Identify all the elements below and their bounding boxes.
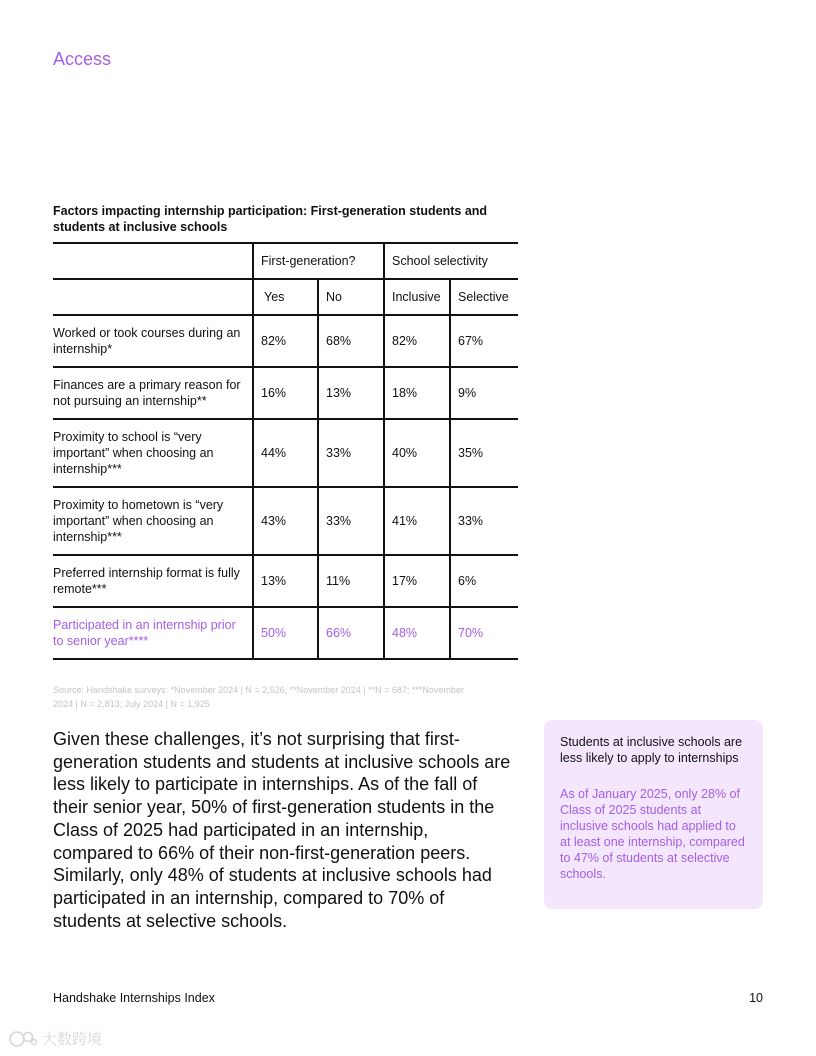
column-header-inclusive: Inclusive bbox=[384, 279, 450, 315]
callout-title: Students at inclusive schools are less likely to apply to internships bbox=[560, 735, 743, 765]
cell-value: 41% bbox=[384, 487, 450, 555]
table-row bbox=[53, 367, 518, 419]
row-label: Proximity to school is “very important” when choosing an internship*** bbox=[53, 430, 214, 476]
row-label: Finances are a primary reason for not pursuing an internship** bbox=[53, 378, 241, 408]
cell-value: 18% bbox=[384, 367, 450, 419]
section-label: Access bbox=[53, 49, 112, 69]
table-corner-cell bbox=[53, 243, 253, 279]
cell-value: 13% bbox=[253, 555, 318, 607]
cell-value: 13% bbox=[318, 367, 384, 419]
cell-value: 16% bbox=[253, 367, 318, 419]
row-label: Worked or took courses during an internship* bbox=[53, 326, 241, 356]
cell-value: 33% bbox=[450, 487, 518, 555]
table-row bbox=[53, 315, 518, 367]
table-row bbox=[53, 555, 518, 607]
watermark-text: 大数跨境 bbox=[42, 1031, 103, 1048]
cell-value: 6% bbox=[450, 555, 518, 607]
table-row bbox=[53, 419, 518, 487]
row-label: Participated in an internship prior to senior year**** bbox=[53, 618, 236, 648]
table-column-header-row bbox=[53, 279, 518, 315]
cell-value: 33% bbox=[318, 419, 384, 487]
group-header-first-generation: First-generation? bbox=[253, 243, 384, 279]
page-number: 10 bbox=[749, 991, 763, 1005]
factors-table bbox=[53, 242, 518, 660]
row-label: Proximity to hometown is “very important” when choosing an internship*** bbox=[53, 498, 224, 544]
cell-value: 17% bbox=[384, 555, 450, 607]
cell-value: 67% bbox=[450, 315, 518, 367]
group-header-school-selectivity: School selectivity bbox=[384, 243, 518, 279]
source-note: Source: Handshake surveys: *November 2024 | N = 2,526; **November 2024 | **N = 687; ***November 2024 | N = 2,813; July 2024 | N = 1,925 bbox=[53, 685, 464, 709]
column-header-selective: Selective bbox=[450, 279, 518, 315]
watermark bbox=[8, 1028, 102, 1049]
cell-value: 40% bbox=[384, 419, 450, 487]
cell-value: 43% bbox=[253, 487, 318, 555]
callout-text: As of January 2025, only 28% of Class of 2025 students at inclusive schools had applied to at least one internship, compared to 47% of students at selective schools. bbox=[560, 787, 745, 881]
table-corner-cell bbox=[53, 279, 253, 315]
callout-box bbox=[544, 720, 763, 909]
cell-value: 33% bbox=[318, 487, 384, 555]
cell-value: 50% bbox=[253, 607, 318, 659]
watermark-logo-icon bbox=[8, 1030, 38, 1048]
cell-value: 35% bbox=[450, 419, 518, 487]
row-label: Preferred internship format is fully remote*** bbox=[53, 566, 240, 596]
column-header-no: No bbox=[318, 279, 384, 315]
cell-value: 11% bbox=[318, 555, 384, 607]
body-paragraph: Given these challenges, it’s not surprising that first-generation students and students at inclusive schools are less likely to participate in internships. As of the fall of their senior year, 50% of first-generation students in the Class of 2025 had participated in an internship, compared to 66% of their non-first-generation peers. Similarly, only 48% of students at inclusive schools had participated in an internship, compared to 70% of students at selective schools. bbox=[53, 729, 511, 931]
table-title: Factors impacting internship participation: First-generation students and students at inclusive schools bbox=[53, 204, 488, 234]
column-header-yes: Yes bbox=[253, 279, 318, 315]
cell-value: 48% bbox=[384, 607, 450, 659]
cell-value: 82% bbox=[384, 315, 450, 367]
footer-title: Handshake Internships Index bbox=[53, 991, 215, 1005]
cell-value: 68% bbox=[318, 315, 384, 367]
cell-value: 9% bbox=[450, 367, 518, 419]
cell-value: 82% bbox=[253, 315, 318, 367]
cell-value: 44% bbox=[253, 419, 318, 487]
cell-value: 70% bbox=[450, 607, 518, 659]
table-row bbox=[53, 487, 518, 555]
cell-value: 66% bbox=[318, 607, 384, 659]
table-group-header-row bbox=[53, 243, 518, 279]
table-row-highlighted bbox=[53, 607, 518, 659]
